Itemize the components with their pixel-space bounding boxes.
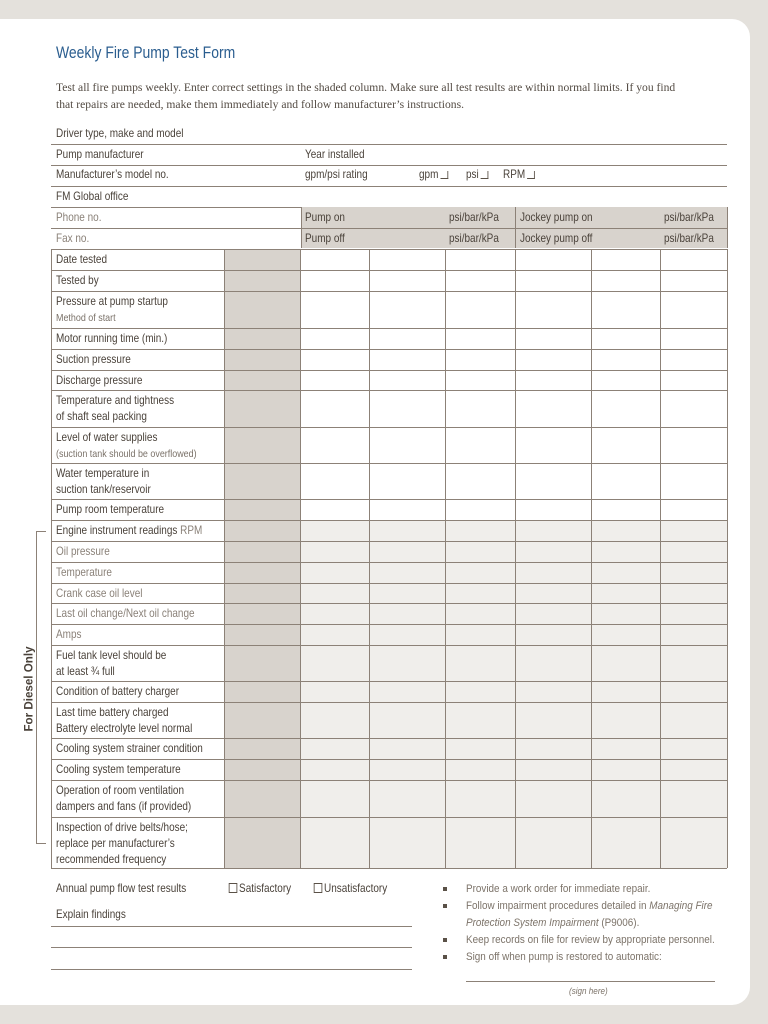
- instruction-2: Follow impairment procedures detailed in Managing Fire Protection System Impairment (P9006).: [466, 900, 713, 929]
- form-title: Weekly Fire Pump Test Form: [56, 43, 236, 62]
- setting-cell[interactable]: [225, 292, 300, 328]
- gpm-checkbox-icon: [440, 171, 448, 179]
- fax-label: Fax no.: [56, 232, 90, 245]
- jockey-on-label: Jockey pump on: [520, 211, 593, 224]
- week-entry-cell[interactable]: [592, 781, 660, 817]
- driver-type-label: Driver type, make and model: [56, 127, 184, 140]
- week-entry-cell[interactable]: [661, 682, 727, 702]
- week-entry-cell[interactable]: [370, 760, 445, 780]
- pump-on-unit: psi/bar/kPa: [449, 211, 499, 224]
- week-entry-cell[interactable]: [661, 350, 727, 370]
- explain-line-1[interactable]: [51, 926, 412, 927]
- setting-cell[interactable]: [225, 818, 300, 868]
- week-entry-cell[interactable]: [592, 350, 660, 370]
- week-entry-cell[interactable]: [661, 500, 727, 520]
- week-entry-cell[interactable]: [592, 329, 660, 349]
- signature-line[interactable]: [466, 981, 715, 982]
- satisfactory-option[interactable]: Satisfactory: [227, 882, 291, 895]
- week-entry-cell[interactable]: [370, 271, 445, 291]
- jockey-on-unit: psi/bar/kPa: [664, 211, 714, 224]
- week-entry-cell[interactable]: [516, 542, 591, 562]
- week-entry-cell[interactable]: [661, 781, 727, 817]
- week-entry-cell[interactable]: [446, 604, 515, 624]
- week-entry-cell[interactable]: [446, 682, 515, 702]
- week-entry-cell[interactable]: [661, 646, 727, 681]
- week-entry-cell[interactable]: [370, 391, 445, 427]
- row-label: Oil pressure: [56, 545, 110, 558]
- row-label: Fuel tank level should be at least ¾ full: [56, 649, 167, 678]
- week-entry-cell[interactable]: [301, 682, 369, 702]
- week-entry-cell[interactable]: [661, 604, 727, 624]
- week-entry-cell[interactable]: [446, 760, 515, 780]
- instruction-4: Sign off when pump is restored to automatic:: [466, 951, 662, 963]
- week-entry-cell[interactable]: [301, 371, 369, 390]
- week-entry-cell[interactable]: [516, 625, 591, 645]
- week-entry-cell[interactable]: [592, 428, 660, 463]
- week-entry-cell[interactable]: [592, 271, 660, 291]
- week-entry-cell[interactable]: [446, 625, 515, 645]
- week-entry-cell[interactable]: [592, 464, 660, 499]
- week-entry-cell[interactable]: [370, 682, 445, 702]
- setting-cell[interactable]: [225, 584, 300, 603]
- row-label: Pressure at pump startup Method of start: [56, 295, 168, 324]
- pump-off-label: Pump off: [305, 232, 345, 245]
- week-entry-cell[interactable]: [516, 760, 591, 780]
- rpm-checkbox-icon: [527, 171, 535, 179]
- week-entry-cell[interactable]: [661, 521, 727, 541]
- week-entry-cell[interactable]: [661, 542, 727, 562]
- week-entry-cell[interactable]: [446, 464, 515, 499]
- week-entry-cell[interactable]: [301, 428, 369, 463]
- diesel-only-label: For Diesel Only: [22, 646, 36, 732]
- week-entry-cell[interactable]: [370, 371, 445, 390]
- setting-cell[interactable]: [225, 646, 300, 681]
- pump-off-unit: psi/bar/kPa: [449, 232, 499, 245]
- setting-cell[interactable]: [225, 371, 300, 390]
- week-entry-cell[interactable]: [301, 391, 369, 427]
- week-entry-cell[interactable]: [301, 818, 369, 868]
- week-entry-cell[interactable]: [592, 818, 660, 868]
- week-entry-cell[interactable]: [301, 500, 369, 520]
- week-entry-cell[interactable]: [370, 563, 445, 583]
- row-label: Cooling system strainer condition: [56, 742, 203, 755]
- row-label: Inspection of drive belts/hose; replace per manufacturer’s recommended frequency: [56, 821, 188, 866]
- gpm-psi-rating-label: gpm/psi rating: [305, 168, 368, 181]
- row-label: Last oil change/Next oil change: [56, 607, 195, 620]
- week-entry-cell[interactable]: [661, 584, 727, 603]
- setting-cell[interactable]: [225, 464, 300, 499]
- week-entry-cell[interactable]: [592, 625, 660, 645]
- week-entry-cell[interactable]: [661, 391, 727, 427]
- week-entry-cell[interactable]: [592, 682, 660, 702]
- week-entry-cell[interactable]: [446, 350, 515, 370]
- row-label: Date tested: [56, 253, 107, 266]
- week-entry-cell[interactable]: [370, 428, 445, 463]
- week-entry-cell[interactable]: [516, 739, 591, 759]
- week-entry-cell[interactable]: [516, 428, 591, 463]
- phone-label: Phone no.: [56, 211, 102, 224]
- week-entry-cell[interactable]: [661, 271, 727, 291]
- week-entry-cell[interactable]: [592, 371, 660, 390]
- explain-findings-label: Explain findings: [56, 908, 126, 921]
- week-entry-cell[interactable]: [370, 250, 445, 270]
- year-installed-label: Year installed: [305, 148, 365, 161]
- row-label: Last time battery charged Battery electrolyte level normal: [56, 706, 193, 735]
- week-entry-cell[interactable]: [516, 292, 591, 328]
- form-instructions: Test all fire pumps weekly. Enter correct settings in the shaded column. Make sure all test results are within normal limits. If you find that repairs are needed, make them immediately and follow manufacturer’s instructions.: [56, 81, 676, 111]
- week-entry-cell[interactable]: [516, 584, 591, 603]
- week-entry-cell[interactable]: [370, 818, 445, 868]
- week-entry-cell[interactable]: [516, 464, 591, 499]
- week-entry-cell[interactable]: [446, 292, 515, 328]
- row-label: Condition of battery charger: [56, 685, 180, 698]
- week-entry-cell[interactable]: [661, 563, 727, 583]
- bullet-icon: [443, 938, 447, 942]
- week-entry-cell[interactable]: [661, 292, 727, 328]
- setting-cell[interactable]: [225, 781, 300, 817]
- setting-cell[interactable]: [225, 625, 300, 645]
- satisfactory-checkbox-icon: [229, 883, 238, 893]
- setting-cell[interactable]: [225, 703, 300, 738]
- unsatisfactory-option[interactable]: Unsatisfactory: [312, 882, 387, 895]
- week-entry-cell[interactable]: [661, 371, 727, 390]
- psi-option[interactable]: psi: [466, 168, 490, 181]
- row-label: Water temperature in suction tank/reservoir: [56, 467, 151, 496]
- week-entry-cell[interactable]: [592, 292, 660, 328]
- bullet-icon: [443, 955, 447, 959]
- week-entry-cell[interactable]: [592, 500, 660, 520]
- week-entry-cell[interactable]: [661, 329, 727, 349]
- week-entry-cell[interactable]: [516, 500, 591, 520]
- week-entry-cell[interactable]: [661, 250, 727, 270]
- week-entry-cell[interactable]: [446, 542, 515, 562]
- week-entry-cell[interactable]: [370, 646, 445, 681]
- row-label: Amps: [56, 628, 82, 641]
- week-entry-cell[interactable]: [446, 329, 515, 349]
- week-entry-cell[interactable]: [301, 542, 369, 562]
- week-entry-cell[interactable]: [370, 329, 445, 349]
- jockey-off-label: Jockey pump off: [520, 232, 593, 245]
- week-entry-cell[interactable]: [370, 625, 445, 645]
- week-entry-cell[interactable]: [370, 739, 445, 759]
- week-entry-cell[interactable]: [516, 781, 591, 817]
- week-entry-cell[interactable]: [592, 542, 660, 562]
- week-entry-cell[interactable]: [446, 818, 515, 868]
- week-entry-cell[interactable]: [301, 584, 369, 603]
- week-entry-cell[interactable]: [592, 703, 660, 738]
- week-entry-cell[interactable]: [516, 703, 591, 738]
- week-entry-cell[interactable]: [516, 521, 591, 541]
- setting-cell[interactable]: [225, 350, 300, 370]
- week-entry-cell[interactable]: [370, 292, 445, 328]
- setting-cell[interactable]: [225, 521, 300, 541]
- week-entry-cell[interactable]: [516, 250, 591, 270]
- row-label: Crank case oil level: [56, 587, 143, 600]
- week-entry-cell[interactable]: [370, 781, 445, 817]
- week-entry-cell[interactable]: [516, 646, 591, 681]
- setting-cell[interactable]: [225, 739, 300, 759]
- week-entry-cell[interactable]: [446, 391, 515, 427]
- row-label: Level of water supplies (suction tank should be overflowed): [56, 431, 197, 460]
- row-label: Engine instrument readings RPM: [56, 524, 203, 537]
- week-entry-cell[interactable]: [661, 703, 727, 738]
- week-entry-cell[interactable]: [301, 739, 369, 759]
- week-entry-cell[interactable]: [370, 604, 445, 624]
- diesel-bracket: [36, 531, 37, 843]
- week-entry-cell[interactable]: [301, 329, 369, 349]
- week-entry-cell[interactable]: [370, 584, 445, 603]
- week-entry-cell[interactable]: [592, 250, 660, 270]
- week-entry-cell[interactable]: [301, 292, 369, 328]
- week-entry-cell[interactable]: [301, 760, 369, 780]
- explain-line-3[interactable]: [51, 969, 412, 970]
- week-entry-cell[interactable]: [592, 391, 660, 427]
- fm-office-label: FM Global office: [56, 190, 129, 203]
- week-entry-cell[interactable]: [516, 604, 591, 624]
- week-entry-cell[interactable]: [301, 563, 369, 583]
- sign-here-label: (sign here): [569, 986, 608, 996]
- week-entry-cell[interactable]: [661, 625, 727, 645]
- week-entry-cell[interactable]: [592, 760, 660, 780]
- row-label: Temperature: [56, 566, 112, 579]
- setting-cell[interactable]: [225, 604, 300, 624]
- week-entry-cell[interactable]: [516, 271, 591, 291]
- jockey-off-unit: psi/bar/kPa: [664, 232, 714, 245]
- bullet-icon: [443, 887, 447, 891]
- pump-manufacturer-label: Pump manufacturer: [56, 148, 144, 161]
- annual-flow-test-label: Annual pump flow test results: [56, 882, 187, 895]
- week-entry-cell[interactable]: [592, 563, 660, 583]
- setting-cell[interactable]: [225, 542, 300, 562]
- week-entry-cell[interactable]: [661, 739, 727, 759]
- row-label: Motor running time (min.): [56, 332, 168, 345]
- week-entry-cell[interactable]: [446, 703, 515, 738]
- rpm-option[interactable]: RPM: [503, 168, 536, 181]
- setting-cell[interactable]: [225, 500, 300, 520]
- week-entry-cell[interactable]: [446, 371, 515, 390]
- week-entry-cell[interactable]: [370, 500, 445, 520]
- week-entry-cell[interactable]: [370, 350, 445, 370]
- week-entry-cell[interactable]: [301, 604, 369, 624]
- setting-cell[interactable]: [225, 391, 300, 427]
- week-entry-cell[interactable]: [301, 350, 369, 370]
- explain-line-2[interactable]: [51, 947, 412, 948]
- unsatisfactory-checkbox-icon: [314, 883, 323, 893]
- week-entry-cell[interactable]: [301, 625, 369, 645]
- week-entry-cell[interactable]: [446, 500, 515, 520]
- row-label: Suction pressure: [56, 353, 131, 366]
- week-entry-cell[interactable]: [661, 760, 727, 780]
- week-entry-cell[interactable]: [661, 818, 727, 868]
- week-entry-cell[interactable]: [516, 350, 591, 370]
- week-entry-cell[interactable]: [301, 250, 369, 270]
- week-entry-cell[interactable]: [446, 521, 515, 541]
- week-entry-cell[interactable]: [446, 781, 515, 817]
- week-entry-cell[interactable]: [661, 464, 727, 499]
- setting-cell[interactable]: [225, 428, 300, 463]
- week-entry-cell[interactable]: [370, 542, 445, 562]
- week-entry-cell[interactable]: [592, 584, 660, 603]
- week-entry-cell[interactable]: [446, 584, 515, 603]
- week-entry-cell[interactable]: [592, 604, 660, 624]
- week-entry-cell[interactable]: [301, 271, 369, 291]
- week-entry-cell[interactable]: [446, 646, 515, 681]
- model-no-label: Manufacturer’s model no.: [56, 168, 169, 181]
- instruction-1: Provide a work order for immediate repair.: [466, 883, 651, 895]
- setting-cell[interactable]: [225, 682, 300, 702]
- instruction-3: Keep records on file for review by appropriate personnel.: [466, 934, 715, 946]
- setting-cell[interactable]: [225, 329, 300, 349]
- row-label: Discharge pressure: [56, 374, 143, 387]
- pump-on-label: Pump on: [305, 211, 345, 224]
- week-entry-cell[interactable]: [301, 703, 369, 738]
- week-entry-cell[interactable]: [370, 464, 445, 499]
- gpm-option[interactable]: gpm: [419, 168, 450, 181]
- setting-cell[interactable]: [225, 760, 300, 780]
- bullet-icon: [443, 904, 447, 908]
- week-entry-cell[interactable]: [592, 646, 660, 681]
- week-entry-cell[interactable]: [301, 464, 369, 499]
- week-entry-cell[interactable]: [301, 646, 369, 681]
- week-entry-cell[interactable]: [592, 739, 660, 759]
- week-entry-cell[interactable]: [516, 371, 591, 390]
- week-entry-cell[interactable]: [592, 521, 660, 541]
- week-entry-cell[interactable]: [661, 428, 727, 463]
- psi-checkbox-icon: [480, 171, 488, 179]
- week-entry-cell[interactable]: [446, 563, 515, 583]
- week-entry-cell[interactable]: [516, 563, 591, 583]
- setting-cell[interactable]: [225, 250, 300, 270]
- row-label: Tested by: [56, 274, 99, 287]
- week-entry-cell[interactable]: [516, 329, 591, 349]
- week-entry-cell[interactable]: [301, 521, 369, 541]
- row-label: Temperature and tightness of shaft seal packing: [56, 394, 175, 423]
- week-entry-cell[interactable]: [516, 682, 591, 702]
- row-label: Operation of room ventilation dampers and fans (if provided): [56, 784, 192, 813]
- setting-cell[interactable]: [225, 271, 300, 291]
- week-entry-cell[interactable]: [301, 781, 369, 817]
- week-entry-cell[interactable]: [446, 428, 515, 463]
- week-entry-cell[interactable]: [370, 521, 445, 541]
- week-entry-cell[interactable]: [516, 391, 591, 427]
- setting-cell[interactable]: [225, 563, 300, 583]
- week-entry-cell[interactable]: [446, 250, 515, 270]
- week-entry-cell[interactable]: [446, 271, 515, 291]
- row-label: Pump room temperature: [56, 503, 165, 516]
- week-entry-cell[interactable]: [516, 818, 591, 868]
- week-entry-cell[interactable]: [446, 739, 515, 759]
- week-entry-cell[interactable]: [370, 703, 445, 738]
- row-label: Cooling system temperature: [56, 763, 181, 776]
